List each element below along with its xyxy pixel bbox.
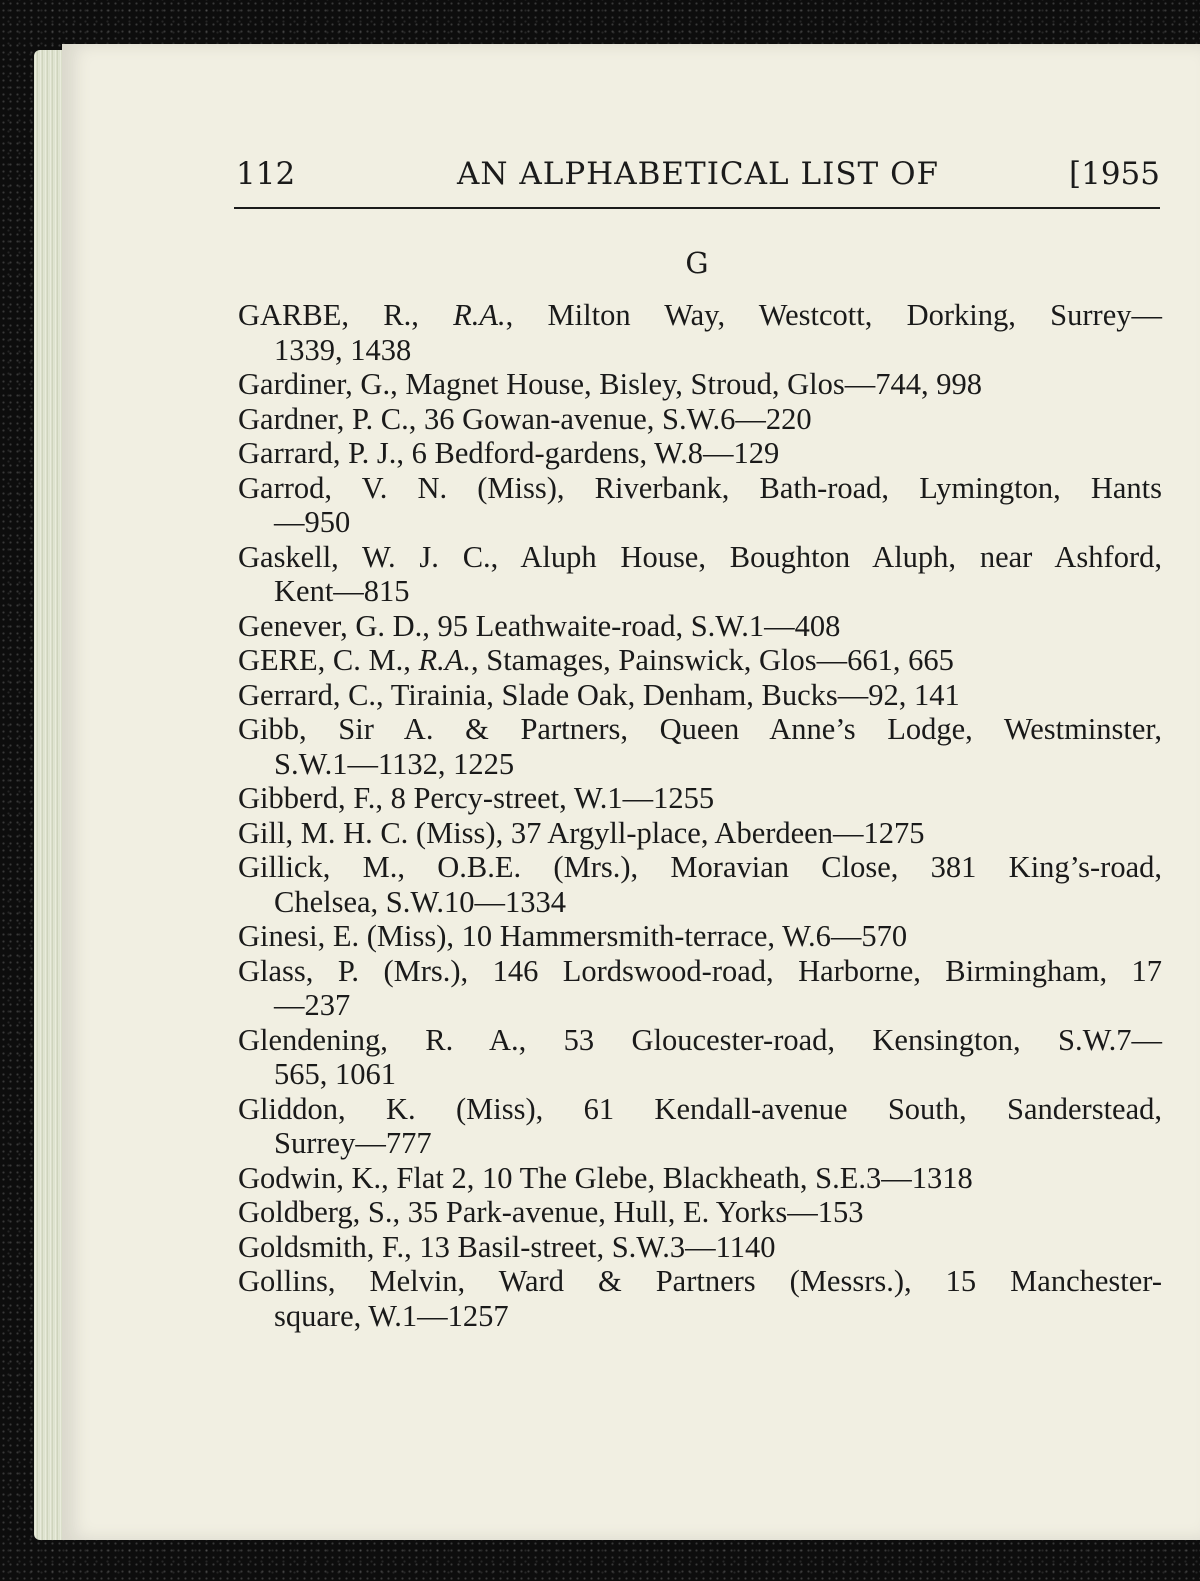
list-entry: Gardiner, G., Magnet House, Bisley, Stroud, Glos—744, 998 bbox=[238, 367, 982, 401]
entry-continuation: —950 bbox=[274, 505, 351, 539]
entry-first-line: Glass, P. (Mrs.), 146 Lordswood-road, Harborne, Birmingham, 17 bbox=[238, 953, 1162, 988]
entry-first-line: Gollins, Melvin, Ward & Partners (Messrs.), 15 Manchester- bbox=[238, 1264, 1162, 1298]
entry-distinction: R.A. bbox=[453, 298, 506, 332]
list-entry bbox=[238, 954, 1162, 1023]
list-entry: Gerrard, C., Tirainia, Slade Oak, Denham, Bucks—92, 141 bbox=[238, 677, 960, 712]
entry-continuation: Chelsea, S.W.10—1334 bbox=[274, 884, 566, 919]
entry-first-line: Gliddon, K. (Miss), 61 Kendall-avenue South, Sanderstead, bbox=[238, 1091, 1162, 1126]
entry-continuation: Surrey—777 bbox=[274, 1126, 432, 1160]
list-entry bbox=[238, 540, 1162, 609]
entry-first-line: Gaskell, W. J. C., Aluph House, Boughton Aluph, near Ashford, bbox=[238, 539, 1162, 574]
entry-first-line: Gibb, Sir A. & Partners, Queen Anne’s Lodge, Westminster, bbox=[238, 712, 1162, 746]
running-year: [1955 bbox=[1069, 156, 1160, 192]
list-entry bbox=[238, 1092, 1162, 1161]
list-entry: Goldsmith, F., 13 Basil-street, S.W.3—1140 bbox=[238, 1229, 776, 1264]
list-entry bbox=[238, 298, 1162, 367]
list-entry: Gardner, P. C., 36 Gowan-avenue, S.W.6—220 bbox=[238, 401, 812, 436]
list-entry: Goldberg, S., 35 Park-avenue, Hull, E. Yorks—153 bbox=[238, 1195, 864, 1229]
entry-continuation: 1339, 1438 bbox=[274, 332, 412, 367]
entry-first-line: Gillick, M., O.B.E. (Mrs.), Moravian Close, 381 King’s-road, bbox=[238, 850, 1162, 884]
list-entry: Godwin, K., Flat 2, 10 The Glebe, Blackheath, S.E.3—1318 bbox=[238, 1160, 973, 1195]
entry-first-line: GARBE, R., R.A., Milton Way, Westcott, Dorking, Surrey— bbox=[238, 298, 1162, 332]
running-head bbox=[236, 156, 1160, 196]
list-entry bbox=[238, 850, 1162, 919]
list-entry: Gill, M. H. C. (Miss), 37 Argyll-place, Aberdeen—1275 bbox=[238, 815, 925, 850]
entry-first-line: Glendening, R. A., 53 Gloucester-road, Kensington, S.W.7— bbox=[238, 1022, 1162, 1057]
list-entry: GERE, C. M., R.A., Stamages, Painswick, Glos—661, 665 bbox=[238, 643, 954, 677]
entry-first-line: Garrod, V. N. (Miss), Riverbank, Bath-road, Lymington, Hants bbox=[238, 470, 1162, 505]
running-title: AN ALPHABETICAL LIST OF bbox=[456, 156, 940, 192]
list-entry bbox=[238, 471, 1162, 540]
entry-continuation: square, W.1—1257 bbox=[274, 1298, 509, 1333]
header-rule bbox=[234, 207, 1160, 209]
entry-continuation: —237 bbox=[274, 988, 351, 1022]
entry-continuation: S.W.1—1132, 1225 bbox=[274, 746, 515, 781]
entry-distinction: R.A. bbox=[418, 643, 471, 677]
list-entry: Genever, G. D., 95 Leathwaite-road, S.W.1—408 bbox=[238, 608, 841, 643]
list-entry: Garrard, P. J., 6 Bedford-gardens, W.8—129 bbox=[238, 436, 780, 470]
list-entry: Gibberd, F., 8 Percy-street, W.1—1255 bbox=[238, 781, 715, 815]
list-entry: Ginesi, E. (Miss), 10 Hammersmith-terrace, W.6—570 bbox=[238, 919, 908, 953]
section-letter: G bbox=[685, 246, 709, 280]
entry-list bbox=[238, 298, 1162, 1333]
list-entry bbox=[238, 712, 1162, 781]
list-entry bbox=[238, 1264, 1162, 1333]
list-entry bbox=[238, 1023, 1162, 1092]
page-number: 112 bbox=[236, 156, 296, 192]
entry-continuation: Kent—815 bbox=[274, 574, 410, 608]
entry-continuation: 565, 1061 bbox=[274, 1057, 396, 1091]
